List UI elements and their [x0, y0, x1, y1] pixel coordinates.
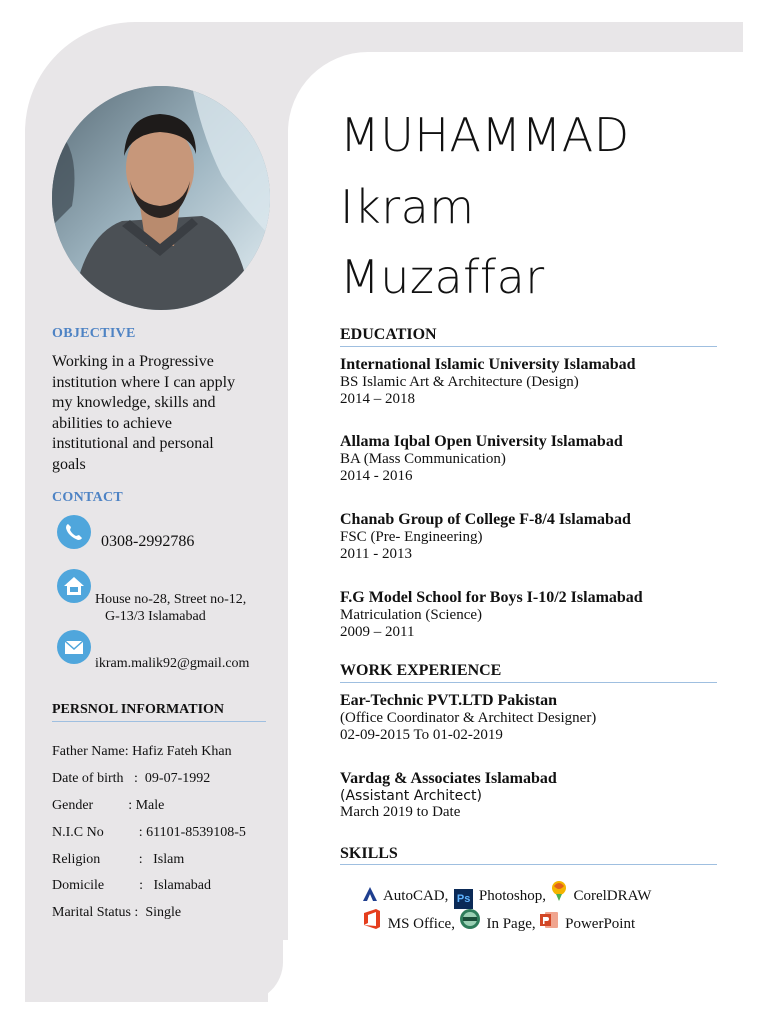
objective-line: goals — [52, 455, 86, 473]
entry-title: F.G Model School for Boys I-10/2 Islamabad — [340, 589, 643, 606]
entry-title: Vardag & Associates Islamabad — [340, 770, 557, 787]
entry-years: 2009 – 2011 — [340, 624, 415, 640]
entry-dates: March 2019 to Date — [340, 804, 461, 820]
info-row: Marital Status : Single — [52, 905, 182, 920]
entry-years: 2011 - 2013 — [340, 546, 412, 562]
name-first: MUHAMMAD — [340, 108, 630, 162]
personal-heading: PERSNOL INFORMATION — [52, 702, 225, 717]
entry-role: (Assistant Architect) — [340, 788, 482, 804]
entry-degree: Matriculation (Science) — [340, 607, 483, 623]
entry-title: Ear-Technic PVT.LTD Pakistan — [340, 692, 558, 709]
divider — [340, 682, 717, 683]
mail-icon — [57, 630, 91, 664]
divider — [340, 864, 717, 865]
info-row: Date of birth : 09-07-1992 — [52, 771, 211, 786]
education-entry — [340, 433, 623, 485]
objective-line: institution where I can apply — [52, 373, 236, 391]
name-last: Muzaffar — [340, 250, 545, 304]
ms-office-icon — [362, 908, 382, 935]
work-heading: WORK EXPERIENCE — [340, 662, 502, 679]
objective-line: my knowledge, skills and — [52, 394, 216, 411]
skill-autocad: AutoCAD, — [382, 888, 449, 904]
work-entry — [340, 770, 557, 821]
skill-powerpoint: PowerPoint — [565, 916, 636, 932]
entry-years: 2014 – 2018 — [340, 391, 415, 407]
address-line2: G-13/3 Islamabad — [105, 609, 206, 624]
skills-row — [362, 908, 635, 935]
entry-dates: 02-09-2015 To 01-02-2019 — [340, 727, 503, 743]
coreldraw-icon — [550, 880, 568, 907]
info-row: Religion : Islam — [52, 852, 185, 867]
info-row: Father Name: Hafiz Fateh Khan — [52, 744, 232, 759]
phone-icon — [57, 515, 91, 549]
skill-photoshop: Photoshop, — [478, 888, 546, 904]
info-row: N.I.C No : 61101-8539108-5 — [52, 825, 246, 840]
email-address[interactable]: ikram.malik92@gmail.com — [95, 656, 250, 671]
phone-number[interactable]: 0308-2992786 — [101, 533, 195, 550]
sidebar-tail — [25, 940, 283, 1002]
objective-line: institutional and personal — [52, 435, 214, 452]
education-entry — [340, 589, 643, 641]
inpage-icon — [459, 908, 481, 935]
powerpoint-icon — [539, 910, 559, 935]
work-entry — [340, 692, 596, 744]
address-line1: House no-28, Street no-12, — [95, 592, 247, 607]
profile-photo — [52, 86, 270, 310]
divider — [340, 346, 717, 347]
photoshop-icon: Ps — [454, 889, 473, 909]
contact-heading: CONTACT — [52, 490, 124, 505]
skills-row — [362, 880, 651, 909]
objective-line: Working in a Progressive — [52, 353, 214, 370]
info-row: Gender : Male — [52, 798, 165, 813]
entry-years: 2014 - 2016 — [340, 468, 413, 484]
entry-degree: FSC (Pre- Engineering) — [340, 529, 483, 545]
skill-inpage: In Page, — [486, 916, 536, 932]
entry-title: Chanab Group of College F-8/4 Islamabad — [340, 511, 631, 528]
name-middle: Ikram — [340, 180, 475, 234]
info-row: Domicile : Islamabad — [52, 878, 212, 893]
education-entry — [340, 511, 631, 563]
skills-heading: SKILLS — [340, 845, 398, 862]
autocad-icon — [362, 886, 378, 907]
divider — [52, 721, 266, 722]
objective-line: abilities to achieve — [52, 414, 172, 432]
entry-title: Allama Iqbal Open University Islamabad — [340, 433, 623, 450]
objective-text — [52, 352, 277, 475]
entry-role: (Office Coordinator & Architect Designer) — [340, 710, 597, 726]
home-icon — [57, 569, 91, 603]
entry-degree: BS Islamic Art & Architecture (Design) — [340, 374, 579, 390]
education-entry — [340, 356, 636, 408]
education-heading: EDUCATION — [340, 326, 437, 343]
entry-title: International Islamic University Islamabad — [340, 356, 636, 373]
entry-degree: BA (Mass Communication) — [340, 451, 506, 467]
skill-ms-office: MS Office, — [387, 916, 455, 932]
skill-coreldraw: CorelDRAW — [573, 888, 652, 904]
objective-heading: OBJECTIVE — [52, 326, 136, 341]
